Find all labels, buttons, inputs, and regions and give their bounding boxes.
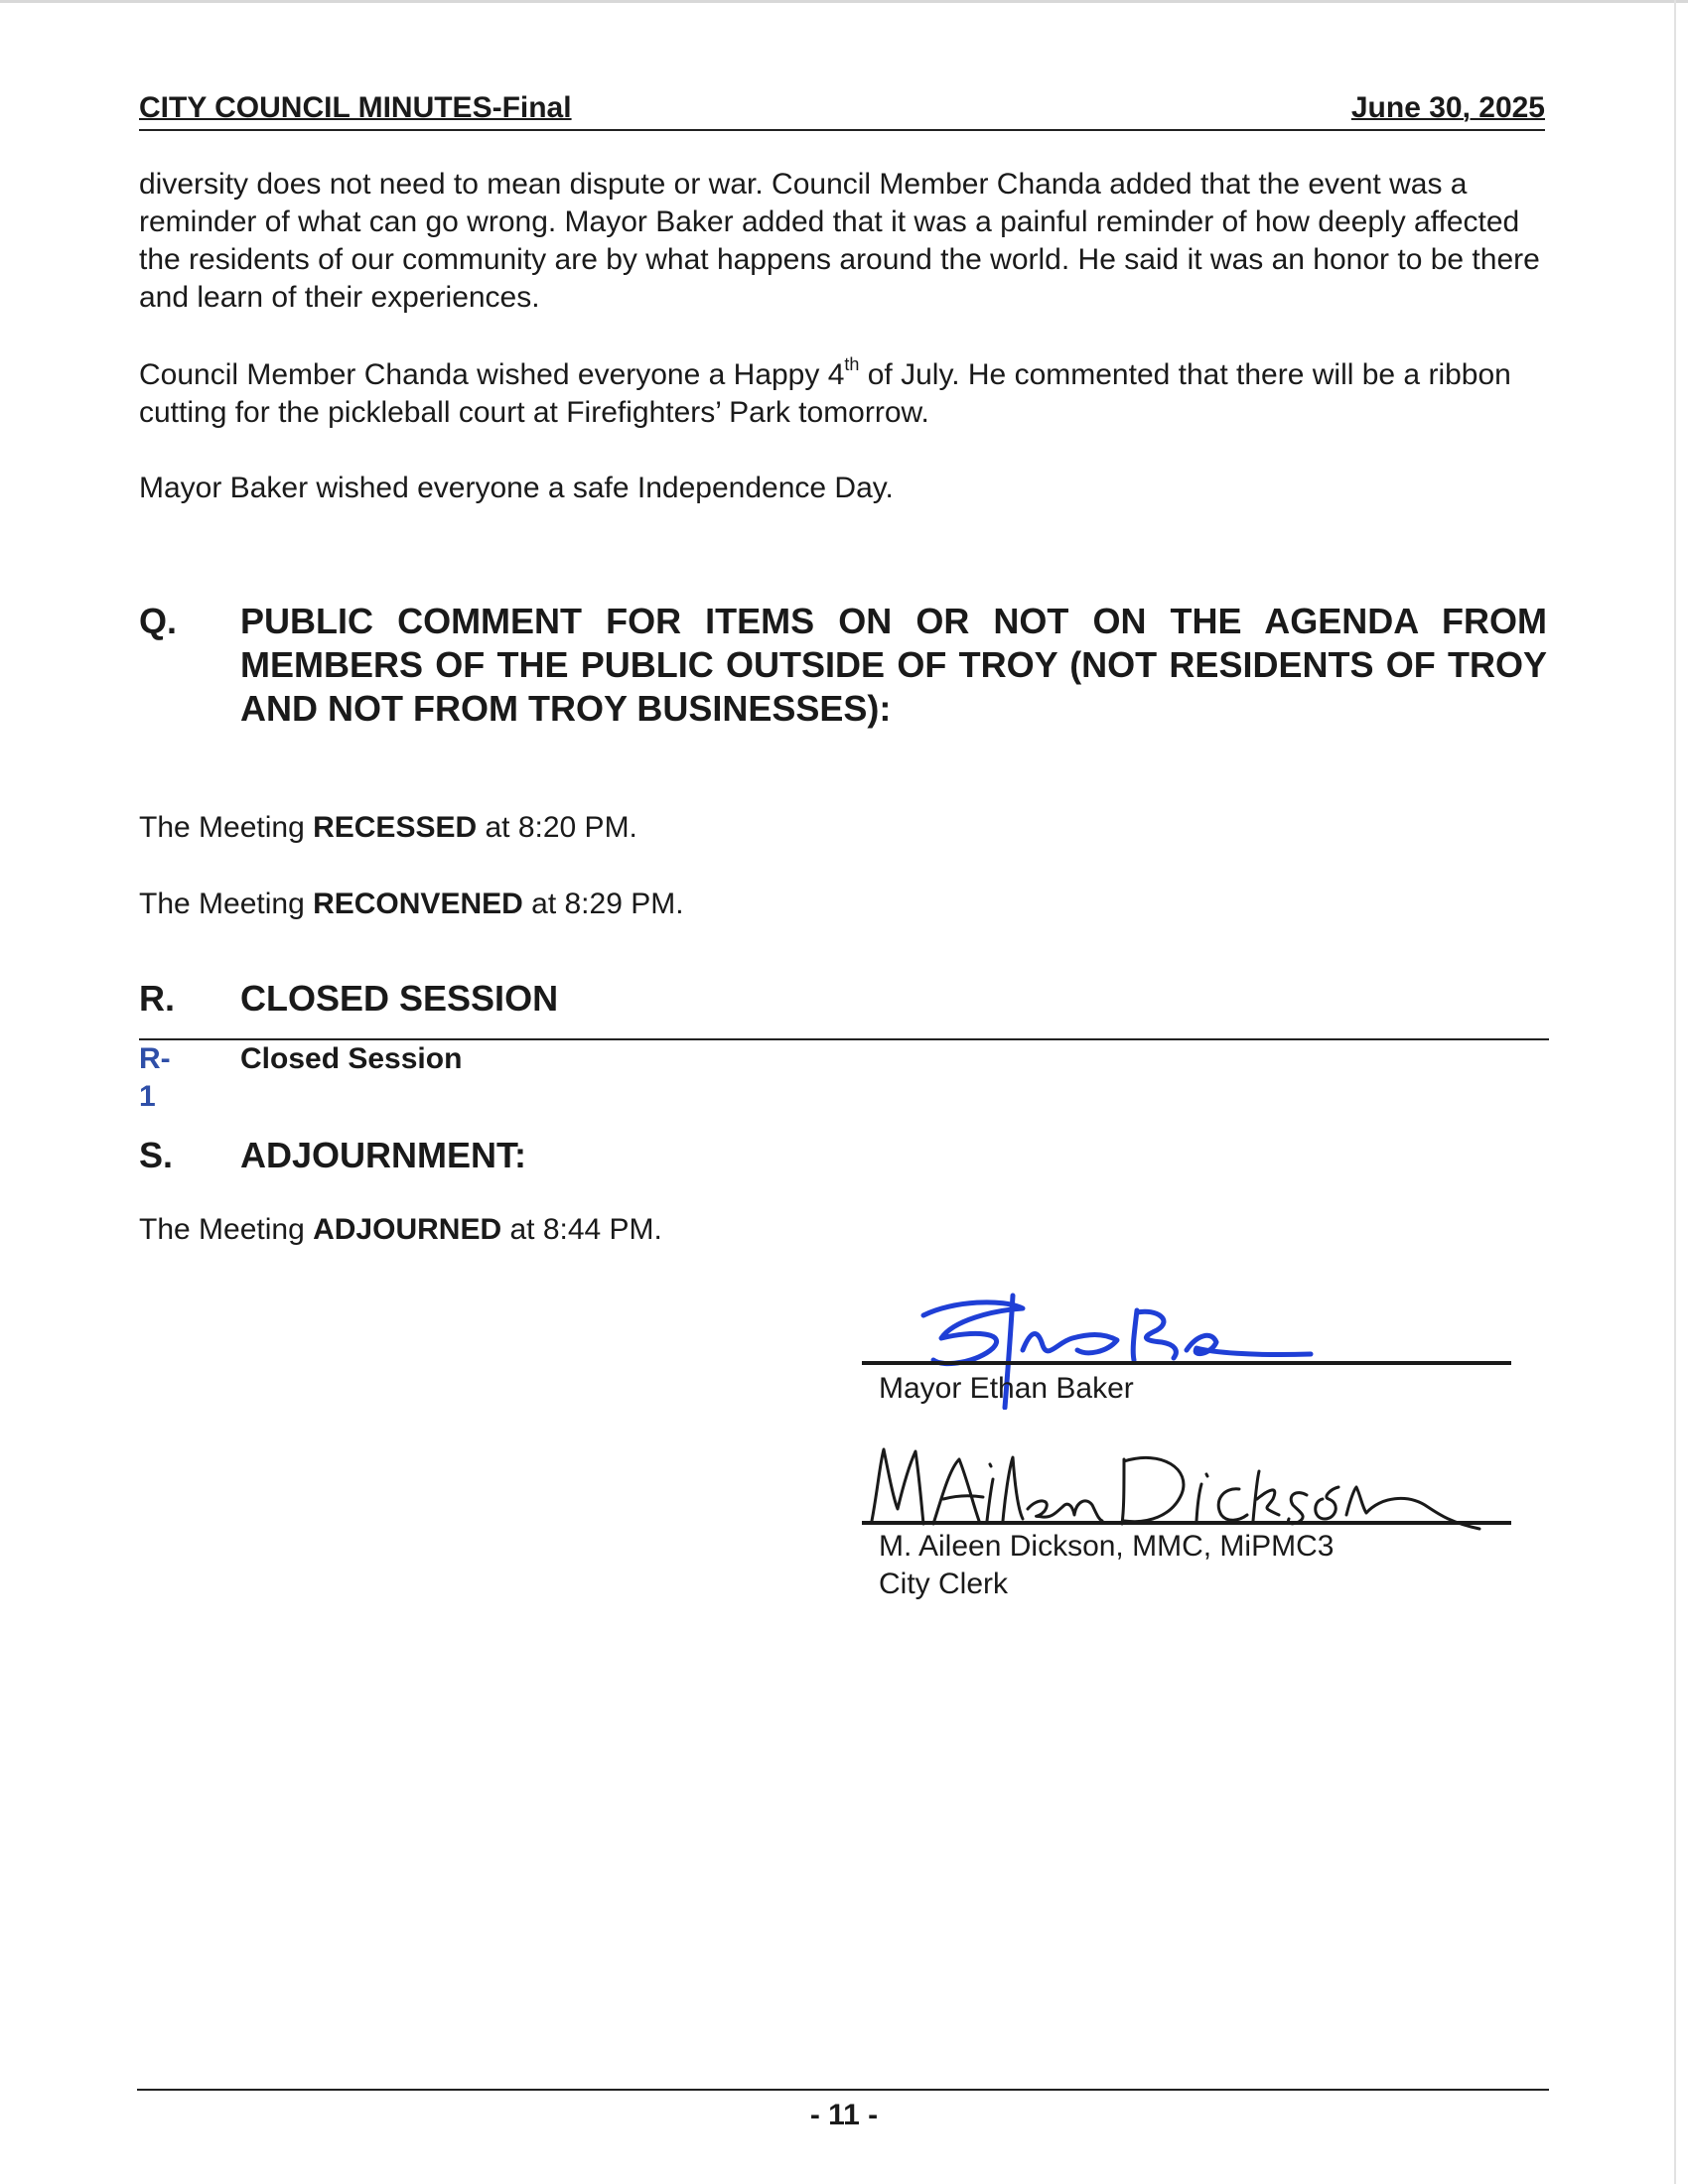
paragraph-july-fourth-start: Council Member Chanda wished everyone a Happy 4 bbox=[139, 358, 845, 391]
adjourn-statement bbox=[139, 1211, 1549, 1249]
recess-time: at 8:20 PM. bbox=[477, 811, 637, 844]
paragraph-independence-day: Mayor Baker wished everyone a safe Independence Day. bbox=[139, 472, 894, 504]
footer-divider bbox=[137, 2089, 1549, 2091]
paragraph-july-fourth bbox=[139, 356, 1549, 432]
meeting-date: June 30, 2025 bbox=[1350, 91, 1545, 124]
section-q-letter: Q. bbox=[139, 601, 178, 641]
section-s-letter: S. bbox=[139, 1135, 174, 1175]
paragraph-event-remarks: diversity does not need to mean dispute or war. Council Member Chanda added that the event was a reminder of what can go wrong. Mayor Baker added that it was a painful reminder of how deeply affected the residents of our community are by what happens around the world. He said it was an honor to be there and learn of their experiences. bbox=[139, 168, 1540, 314]
paragraph-july-fourth-end: of July. He commented that there will be a ribbon cutting for the pickleball court at Firefighters’ Park tomorrow. bbox=[139, 358, 1511, 429]
page-header bbox=[139, 89, 1545, 131]
section-r-title: CLOSED SESSION bbox=[240, 978, 559, 1019]
mayor-signature-line bbox=[862, 1361, 1511, 1365]
adjourn-time: at 8:44 PM. bbox=[501, 1213, 662, 1246]
reconvene-keyword: RECONVENED bbox=[313, 887, 523, 920]
clerk-title: City Clerk bbox=[879, 1568, 1009, 1600]
section-r-letter: R. bbox=[139, 978, 175, 1019]
recess-prefix: The Meeting bbox=[139, 811, 314, 844]
mayor-name: Mayor Ethan Baker bbox=[879, 1372, 1134, 1405]
recess-statement bbox=[139, 809, 1549, 847]
ordinal-suffix: th bbox=[844, 354, 860, 374]
reconvene-time: at 8:29 PM. bbox=[522, 887, 684, 920]
agenda-item-title: Closed Session bbox=[240, 1042, 463, 1075]
section-q-title: PUBLIC COMMENT FOR ITEMS ON OR NOT ON THE AGENDA FROM MEMBERS OF THE PUBLIC OUTSIDE OF TROY (NOT RESIDENTS OF TROY AND NOT FROM TROY BUSINESSES): bbox=[240, 601, 1547, 729]
adjourn-prefix: The Meeting bbox=[139, 1213, 314, 1246]
document-title: CITY COUNCIL MINUTES-Final bbox=[139, 91, 572, 124]
section-s-title: ADJOURNMENT: bbox=[240, 1135, 526, 1175]
agenda-item-number: R-1 bbox=[139, 1042, 171, 1113]
clerk-signature-ink bbox=[872, 1449, 1479, 1529]
reconvene-prefix: The Meeting bbox=[139, 887, 314, 920]
reconvene-statement bbox=[139, 886, 1549, 923]
scan-edge-right bbox=[1674, 0, 1676, 2184]
clerk-signature-line bbox=[862, 1521, 1511, 1525]
adjourn-keyword: ADJOURNED bbox=[313, 1213, 502, 1246]
page-number: - 11 - bbox=[809, 2099, 879, 2131]
clerk-name: M. Aileen Dickson, MMC, MiPMC3 bbox=[879, 1530, 1335, 1563]
scan-edge-top bbox=[0, 0, 1688, 3]
recess-keyword: RECESSED bbox=[313, 811, 478, 844]
